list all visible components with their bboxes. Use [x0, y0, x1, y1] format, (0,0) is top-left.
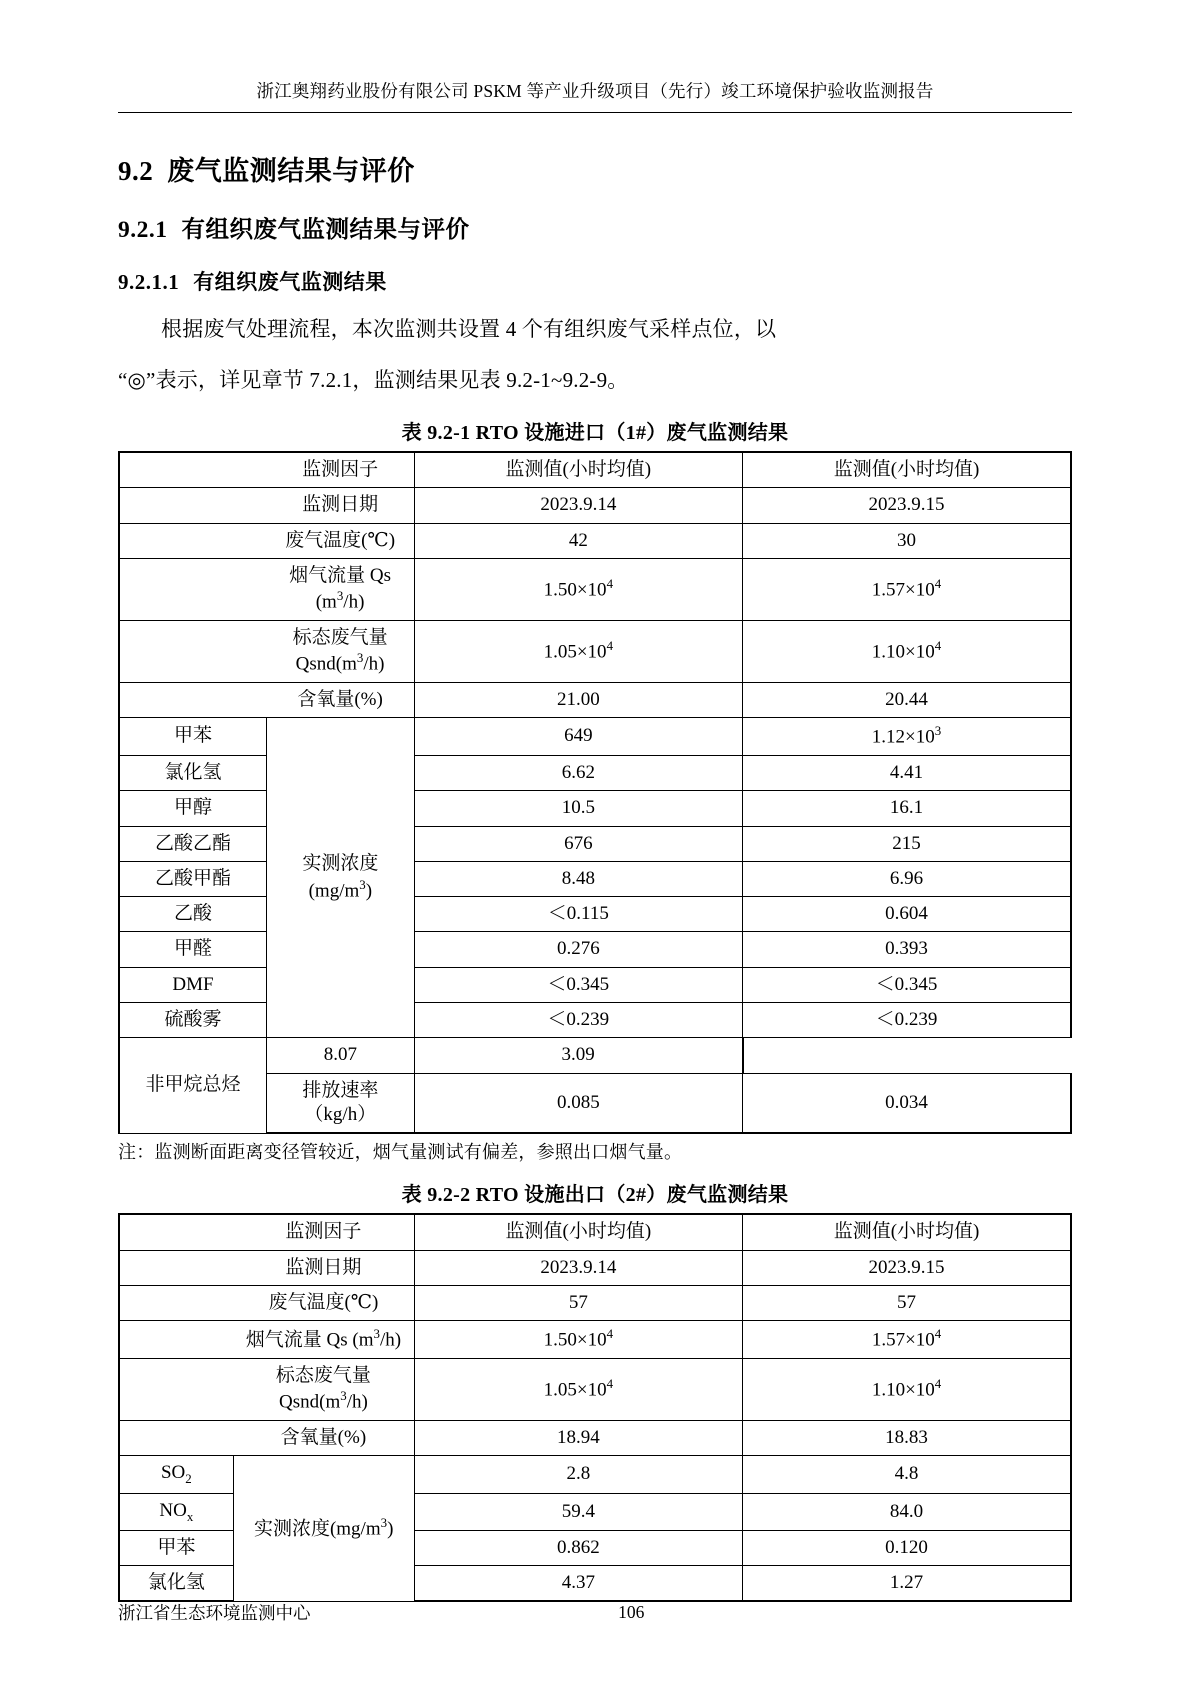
table-row [119, 755, 1071, 790]
cell-value: 10.5 [414, 791, 742, 826]
cell-value: 2023.9.14 [414, 1250, 742, 1285]
cell-value: $1.05\times 10^4$ [414, 1358, 742, 1420]
table-2-caption: 表 9.2-2 RTO 设施出口（2#）废气监测结果 [401, 1184, 789, 1207]
cell-factor: 乙酸乙酯 [119, 826, 267, 861]
cell-factor: 硫酸雾 [119, 1003, 267, 1038]
section-heading-9-2-1 [118, 210, 1072, 244]
cell-header-factor: 监测因子 [267, 452, 415, 488]
section-heading-9-2 [118, 149, 1072, 188]
cell-factor: DMF [119, 967, 267, 1002]
table-row [119, 1038, 1071, 1073]
cell-value: 21.00 [414, 682, 742, 717]
cell-value: 42 [414, 523, 742, 558]
cell-header-factor-a [119, 452, 267, 488]
cell-value: 2023.9.15 [743, 1250, 1071, 1285]
cell-factor: 甲醛 [119, 932, 267, 967]
cell-value: 16.1 [743, 791, 1071, 826]
cell-factor: 甲醇 [119, 791, 267, 826]
subsubsection-number: 9.2.1.1 [118, 270, 180, 294]
cell-value: $1.57\times 10^4$ [743, 1321, 1071, 1359]
cell-value: ＜0.345 [743, 967, 1071, 1002]
cell-label: 标态废气量 $Qsnd(m^3/h)$ [267, 620, 415, 682]
table-row [119, 452, 1071, 488]
cell-factor: 氯化氢 [119, 1566, 233, 1602]
cell-value: 2023.9.14 [414, 488, 742, 523]
cell-label: 监测日期 [233, 1250, 414, 1285]
cell-value: 215 [743, 826, 1071, 861]
footer-page-number: 106 [618, 1602, 645, 1622]
page-footer [118, 1600, 1072, 1625]
cell-value: 2023.9.15 [743, 488, 1071, 523]
cell-factor: $NO_x$ [119, 1493, 233, 1530]
table-row [119, 1358, 1071, 1420]
cell-value: 4.8 [743, 1456, 1071, 1493]
subsubsection-title: 有组织废气监测结果 [193, 270, 387, 294]
cell-value: 2.8 [414, 1456, 742, 1493]
cell-value: $1.57\times 10^4$ [743, 559, 1071, 621]
cell-spacer [119, 682, 267, 717]
table-row [119, 523, 1071, 558]
cell-group-label-concentration: 实测浓度 $(mg/m^3)$ [267, 718, 415, 1038]
cell-value: ＜0.239 [743, 1003, 1071, 1038]
table-row [119, 1321, 1071, 1359]
table-row [119, 1285, 1071, 1320]
table-row [119, 559, 1071, 621]
table-row [119, 1250, 1071, 1285]
cell-value: 6.96 [743, 861, 1071, 896]
cell-factor: 乙酸 [119, 897, 267, 932]
cell-label: 烟气流量 Qs $(m^3/h)$ [233, 1321, 414, 1359]
cell-spacer [119, 1358, 233, 1420]
cell-header-value-2: 监测值(小时均值) [743, 1214, 1071, 1250]
table-row [119, 791, 1071, 826]
cell-factor-nmhc: 非甲烷总烃 [119, 1038, 267, 1133]
cell-value: $1.10\times 10^4$ [743, 1358, 1071, 1420]
running-header: 浙江奥翔药业股份有限公司 PSKM 等产业升级项目（先行）竣工环境保护验收监测报告 [118, 78, 1072, 113]
table-1-caption: 表 9.2-1 RTO 设施进口（1#）废气监测结果 [401, 422, 789, 445]
cell-spacer [119, 1420, 233, 1455]
cell-value: 1.27 [743, 1566, 1071, 1602]
cell-value: ＜0.239 [414, 1003, 742, 1038]
cell-spacer [119, 1250, 233, 1285]
cell-spacer [119, 1321, 233, 1359]
table-rto-inlet [118, 451, 1072, 1134]
table-row [119, 932, 1071, 967]
cell-value: 0.393 [743, 932, 1071, 967]
cell-value: $1.12\times 10^3$ [743, 718, 1071, 756]
cell-header-factor-a [119, 1214, 233, 1250]
cell-header-factor: 监测因子 [233, 1214, 414, 1250]
subsection-title: 有组织废气监测结果与评价 [181, 217, 470, 243]
table-row [119, 826, 1071, 861]
table-row [119, 620, 1071, 682]
cell-factor: $SO_2$ [119, 1456, 233, 1493]
section-heading-9-2-1-1 [118, 266, 1072, 296]
cell-value: 3.09 [414, 1038, 742, 1073]
cell-value: 0.034 [743, 1073, 1071, 1133]
cell-value: $1.50\times 10^4$ [414, 559, 742, 621]
cell-value: 8.07 [267, 1038, 415, 1073]
cell-value: 0.120 [743, 1530, 1071, 1565]
cell-label: 含氧量(%) [267, 682, 415, 717]
table-rto-outlet [118, 1213, 1072, 1602]
footer-organization: 浙江省生态环境监测中心 [118, 1603, 311, 1623]
table-row [119, 1456, 1071, 1493]
cell-header-value-2: 监测值(小时均值) [743, 452, 1071, 488]
cell-spacer [119, 559, 267, 621]
cell-label: 烟气流量 Qs $(m^3/h)$ [267, 559, 415, 621]
cell-spacer [119, 1285, 233, 1320]
cell-value: 57 [414, 1285, 742, 1320]
cell-value: 6.62 [414, 755, 742, 790]
table-1-note: 注：监测断面距离变径管较近，烟气量测试有偏差，参照出口烟气量。 [118, 1142, 683, 1163]
table-row [119, 861, 1071, 896]
cell-group-label-emission-rate: 排放速率 （kg/h） [267, 1073, 415, 1133]
table-row [119, 1214, 1071, 1250]
cell-value: ＜0.345 [414, 967, 742, 1002]
cell-factor: 甲苯 [119, 1530, 233, 1565]
cell-value: 676 [414, 826, 742, 861]
cell-value: 57 [743, 1285, 1071, 1320]
cell-value: 4.37 [414, 1566, 742, 1602]
cell-value: $1.05\times 10^4$ [414, 620, 742, 682]
table-row [119, 897, 1071, 932]
cell-label: 废气温度(℃) [233, 1285, 414, 1320]
cell-value: 0.604 [743, 897, 1071, 932]
paragraph-1: 根据废气处理流程，本次监测共设置 4 个有组织废气采样点位，以 [161, 317, 777, 341]
table-row [119, 967, 1071, 1002]
cell-group-label-concentration: 实测浓度$(mg/m^3)$ [233, 1456, 414, 1602]
cell-value: $1.50\times 10^4$ [414, 1321, 742, 1359]
cell-value: 0.085 [414, 1073, 742, 1133]
section-number: 9.2 [118, 156, 154, 186]
cell-header-value-1: 监测值(小时均值) [414, 452, 742, 488]
cell-header-value-1: 监测值(小时均值) [414, 1214, 742, 1250]
subsection-number: 9.2.1 [118, 217, 168, 243]
cell-value: 0.862 [414, 1530, 742, 1565]
table-row [119, 1420, 1071, 1455]
cell-factor: 氯化氢 [119, 755, 267, 790]
cell-label: 废气温度(℃) [267, 523, 415, 558]
cell-spacer [119, 620, 267, 682]
table-row [119, 1003, 1071, 1038]
cell-value: 0.276 [414, 932, 742, 967]
cell-spacer [119, 523, 267, 558]
cell-value: 18.94 [414, 1420, 742, 1455]
cell-spacer [119, 488, 267, 523]
cell-value: 30 [743, 523, 1071, 558]
cell-value: 4.41 [743, 755, 1071, 790]
paragraph-2: “◎”表示，详见章节 7.2.1，监测结果见表 9.2-1~9.2-9。 [118, 368, 629, 393]
cell-label: 监测日期 [267, 488, 415, 523]
cell-value: 649 [414, 718, 742, 756]
section-title: 废气监测结果与评价 [167, 156, 415, 186]
cell-value: 8.48 [414, 861, 742, 896]
cell-value: $1.10\times 10^4$ [743, 620, 1071, 682]
cell-label: 标态废气量 $Qsnd(m^3/h)$ [233, 1358, 414, 1420]
cell-value: ＜0.115 [414, 897, 742, 932]
cell-value: 20.44 [743, 682, 1071, 717]
cell-value: 18.83 [743, 1420, 1071, 1455]
cell-value: 59.4 [414, 1493, 742, 1530]
cell-label: 含氧量(%) [233, 1420, 414, 1455]
table-row [119, 488, 1071, 523]
table-row [119, 718, 1071, 756]
cell-factor: 甲苯 [119, 718, 267, 756]
cell-factor: 乙酸甲酯 [119, 861, 267, 896]
table-row [119, 682, 1071, 717]
cell-value: 84.0 [743, 1493, 1071, 1530]
